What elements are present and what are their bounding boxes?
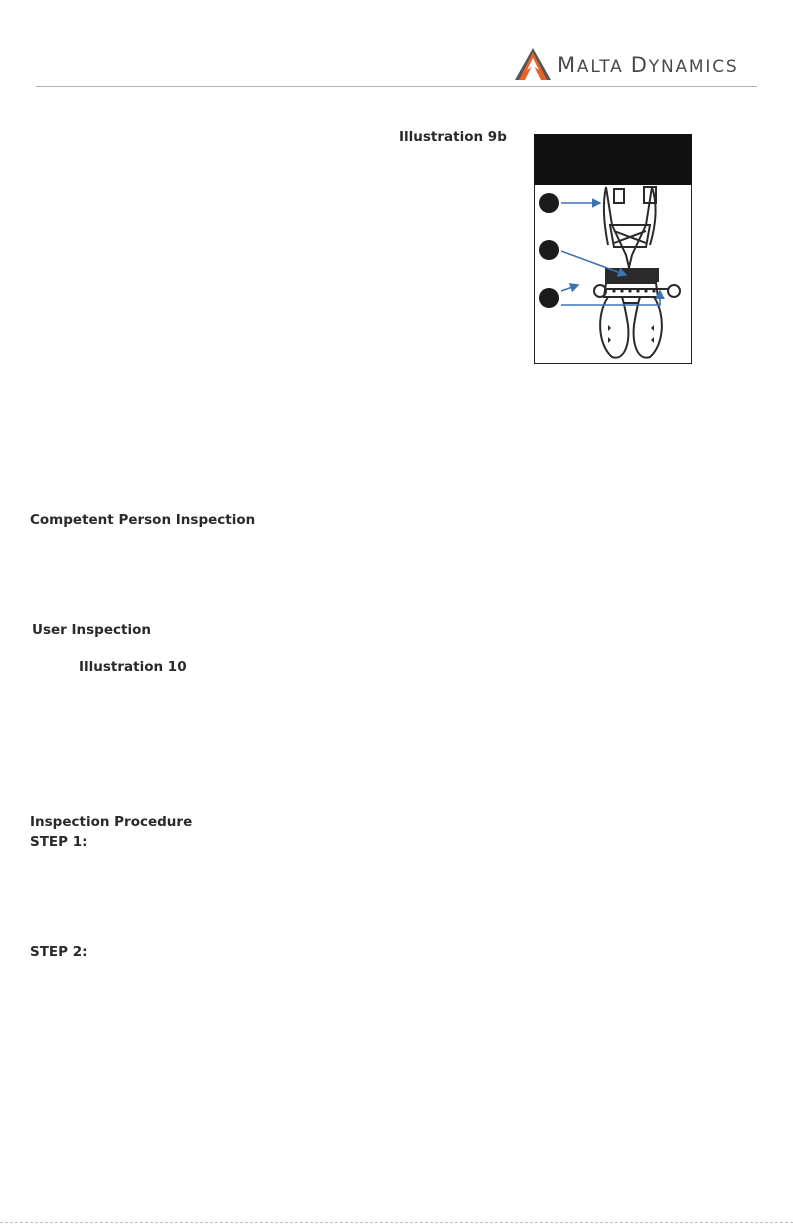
illustration-10-label: Illustration 10 <box>79 659 187 675</box>
figure-header-bar <box>534 134 692 185</box>
inspection-procedure-heading: Inspection Procedure <box>30 814 193 830</box>
user-inspection-heading: User Inspection <box>32 622 151 638</box>
brand-name: MALTA DYNAMICS <box>557 53 739 77</box>
callout-arrows <box>534 185 692 364</box>
brand-logo <box>513 46 763 82</box>
competent-person-inspection-heading: Competent Person Inspection <box>30 512 256 528</box>
page-bottom-edge <box>0 1222 793 1223</box>
illustration-9b-label: Illustration 9b <box>399 129 507 145</box>
mountain-peak-logo-icon <box>513 46 553 82</box>
step-1-label: STEP 1: <box>30 834 88 850</box>
step-2-label: STEP 2: <box>30 944 88 960</box>
header-divider <box>36 86 757 87</box>
